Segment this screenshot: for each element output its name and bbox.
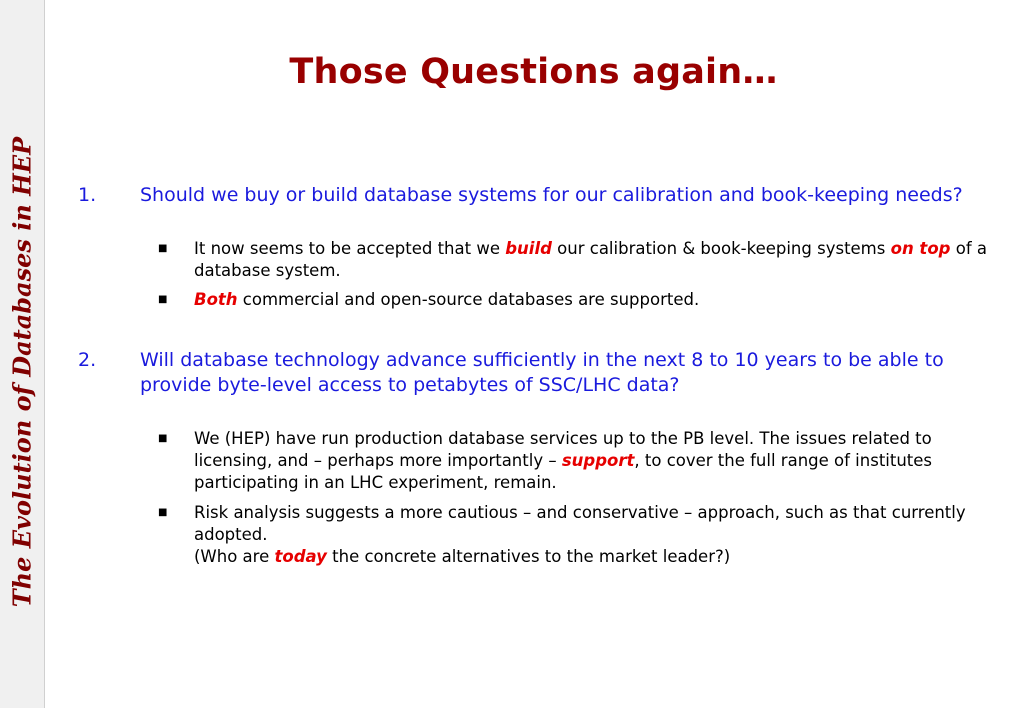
square-bullet-icon: ■ bbox=[158, 243, 168, 254]
bullet-text-part: commercial and open-source databases are supported. bbox=[237, 290, 700, 309]
bullet-text bbox=[194, 502, 1008, 568]
question-1-text: Should we buy or build database systems for our calibration and book-keeping needs? bbox=[140, 184, 963, 206]
square-bullet-icon: ■ bbox=[158, 433, 168, 444]
bullet-text bbox=[194, 238, 1008, 282]
square-bullet-icon: ■ bbox=[158, 294, 168, 305]
question-2-number: 2. bbox=[78, 349, 97, 371]
square-bullet-icon: ■ bbox=[158, 507, 168, 518]
question-1 bbox=[78, 183, 1008, 208]
sidebar-vertical-title: The Evolution of Databases in HEP bbox=[7, 136, 37, 608]
bullet-text-part: It now seems to be accepted that we bbox=[194, 239, 506, 258]
question-2 bbox=[78, 348, 1008, 398]
slide-content bbox=[78, 183, 1008, 568]
emphasis-support: support bbox=[561, 451, 635, 470]
question-1-number: 1. bbox=[78, 184, 97, 206]
emphasis-on-top: on top bbox=[890, 239, 951, 258]
bullet-point bbox=[158, 289, 1008, 311]
slide-title: Those Questions again… bbox=[289, 52, 778, 92]
bullet-text-part: , to cover the full range of institutes participating in an LHC experiment, remain. bbox=[194, 451, 933, 492]
bullet-text-part: Risk analysis suggests a more cautious – and conservative – approach, such as that currently adopted. bbox=[194, 503, 966, 544]
emphasis-build: build bbox=[505, 239, 552, 258]
bullet-text-part: (Who are bbox=[194, 547, 275, 566]
bullet-text-part: of a database system. bbox=[194, 239, 987, 280]
bullet-point bbox=[158, 428, 1008, 494]
sidebar bbox=[0, 0, 45, 708]
bullet-point bbox=[158, 502, 1008, 568]
bullet-text-part: We (HEP) have run production database services up to the PB level. The issues related to licensing, and – perhaps more importantly – bbox=[194, 429, 932, 470]
question-2-points bbox=[78, 428, 1008, 568]
bullet-text-part: the concrete alternatives to the market leader?) bbox=[326, 547, 731, 566]
emphasis-both: Both bbox=[194, 290, 238, 309]
bullet-text-part: our calibration & book-keeping systems bbox=[551, 239, 891, 258]
question-1-points bbox=[78, 238, 1008, 311]
bullet-text bbox=[194, 428, 1008, 494]
bullet-text bbox=[194, 289, 1008, 311]
emphasis-today: today bbox=[274, 547, 327, 566]
question-2-text: Will database technology advance sufficiently in the next 8 to 10 years to be able to provide byte-level access to petabytes of SSC/LHC data? bbox=[140, 349, 944, 396]
bullet-point bbox=[158, 238, 1008, 282]
